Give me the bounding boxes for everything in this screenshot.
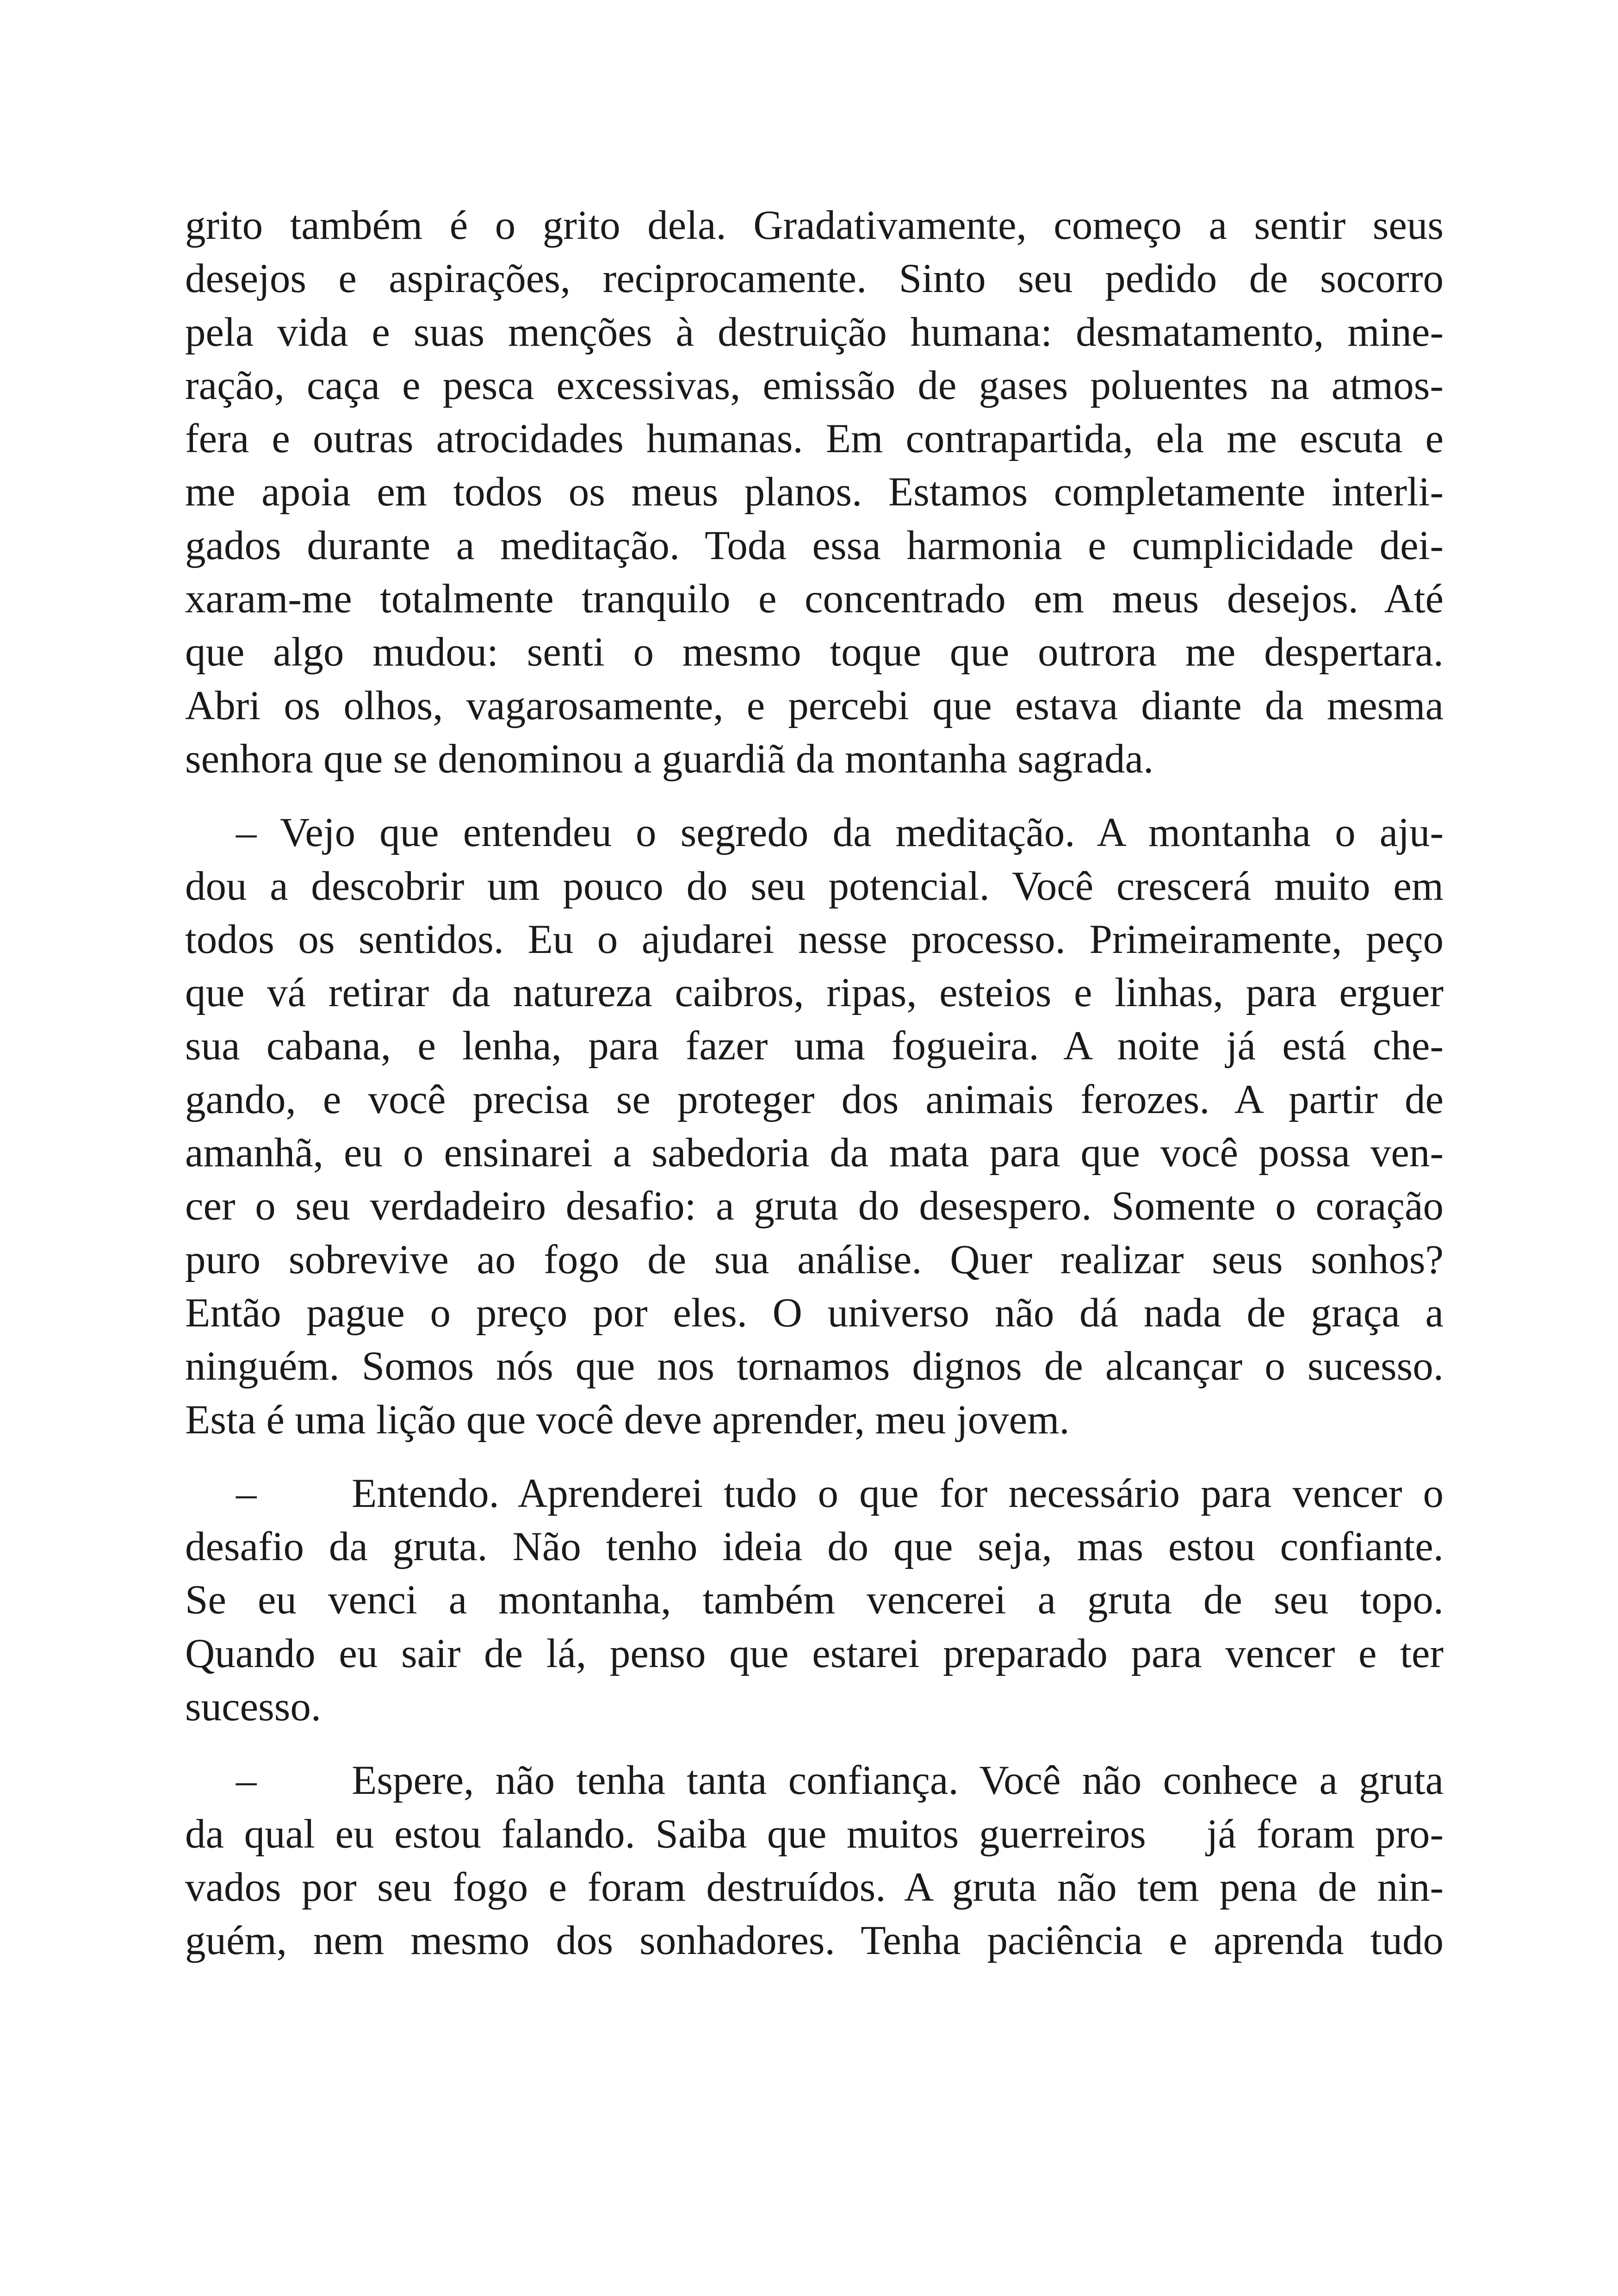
- text-line: desafio da gruta. Não tenho ideia do que seja, mas estou confiante.: [185, 1524, 1444, 1570]
- text-line: – Vejo que entendeu o segredo da meditação. A montanha o aju-: [236, 810, 1444, 856]
- text-line: Esta é uma lição que você deve aprender, meu jovem.: [185, 1397, 1070, 1443]
- paragraph-1: [185, 199, 1444, 786]
- body-text: [185, 199, 1444, 1968]
- text-line: cer o seu verdadeiro desafio: a gruta do desespero. Somente o coração: [185, 1183, 1444, 1229]
- text-line: fera e outras atrocidades humanas. Em contrapartida, ela me escuta e: [185, 416, 1444, 462]
- text-line: dou a descobrir um pouco do seu potencial. Você crescerá muito em: [185, 863, 1444, 909]
- text-line: gando, e você precisa se proteger dos animais ferozes. A partir de: [185, 1076, 1444, 1122]
- text-line: gados durante a meditação. Toda essa harmonia e cumplicidade dei-: [185, 523, 1444, 568]
- text-line: pela vida e suas menções à destruição humana: desmatamento, mine-: [185, 309, 1444, 355]
- paragraph-3: [185, 1467, 1444, 1734]
- text-line: Se eu venci a montanha, também vencerei a gruta de seu topo.: [185, 1577, 1444, 1623]
- text-line: Abri os olhos, vagarosamente, e percebi que estava diante da mesma: [185, 683, 1444, 728]
- text-line: puro sobrevive ao fogo de sua análise. Quer realizar seus sonhos?: [185, 1237, 1444, 1282]
- text-line: que vá retirar da natureza caibros, ripas, esteios e linhas, para erguer: [185, 970, 1444, 1016]
- text-line: [185, 1754, 1444, 1807]
- text-line: da qual eu estou falando. Saiba que muitos guerreiros já foram pro-: [185, 1811, 1444, 1857]
- text-line: ração, caça e pesca excessivas, emissão de gases poluentes na atmos-: [185, 362, 1444, 408]
- text-line-content: Entendo. Aprenderei tudo o que for necessário para vencer o: [352, 1470, 1444, 1516]
- text-line-content: Espere, não tenha tanta confiança. Você não conhece a gruta: [352, 1758, 1444, 1804]
- text-line: que algo mudou: senti o mesmo toque que outrora me despertara.: [185, 629, 1444, 675]
- text-line: me apoia em todos os meus planos. Estamos completamente interli-: [185, 469, 1444, 515]
- text-line: Então pague o preço por eles. O universo não dá nada de graça a: [185, 1290, 1444, 1336]
- text-line: ninguém. Somos nós que nos tornamos dignos de alcançar o sucesso.: [185, 1344, 1444, 1389]
- text-line: desejos e aspirações, reciprocamente. Sinto seu pedido de socorro: [185, 256, 1444, 302]
- text-line: senhora que se denominou a guardiã da montanha sagrada.: [185, 736, 1154, 782]
- text-line: grito também é o grito dela. Gradativamente, começo a sentir seus: [185, 203, 1444, 248]
- text-line: todos os sentidos. Eu o ajudarei nesse processo. Primeiramente, peço: [185, 916, 1444, 962]
- text-line: vados por seu fogo e foram destruídos. A gruta não tem pena de nin-: [185, 1864, 1444, 1910]
- paragraph-2: [185, 806, 1444, 1447]
- dialogue-dash: –: [236, 1758, 257, 1804]
- text-line: amanhã, eu o ensinarei a sabedoria da mata para que você possa ven-: [185, 1130, 1444, 1176]
- dialogue-dash: –: [236, 1470, 257, 1516]
- text-line: sua cabana, e lenha, para fazer uma fogueira. A noite já está che-: [185, 1023, 1444, 1069]
- text-line: [185, 1467, 1444, 1520]
- text-line: Quando eu sair de lá, penso que estarei preparado para vencer e ter: [185, 1630, 1444, 1676]
- paragraph-4: [185, 1754, 1444, 1967]
- text-line: sucesso.: [185, 1684, 322, 1730]
- text-line: guém, nem mesmo dos sonhadores. Tenha paciência e aprenda tudo: [185, 1918, 1444, 1964]
- text-line: xaram-me totalmente tranquilo e concentrado em meus desejos. Até: [185, 576, 1444, 622]
